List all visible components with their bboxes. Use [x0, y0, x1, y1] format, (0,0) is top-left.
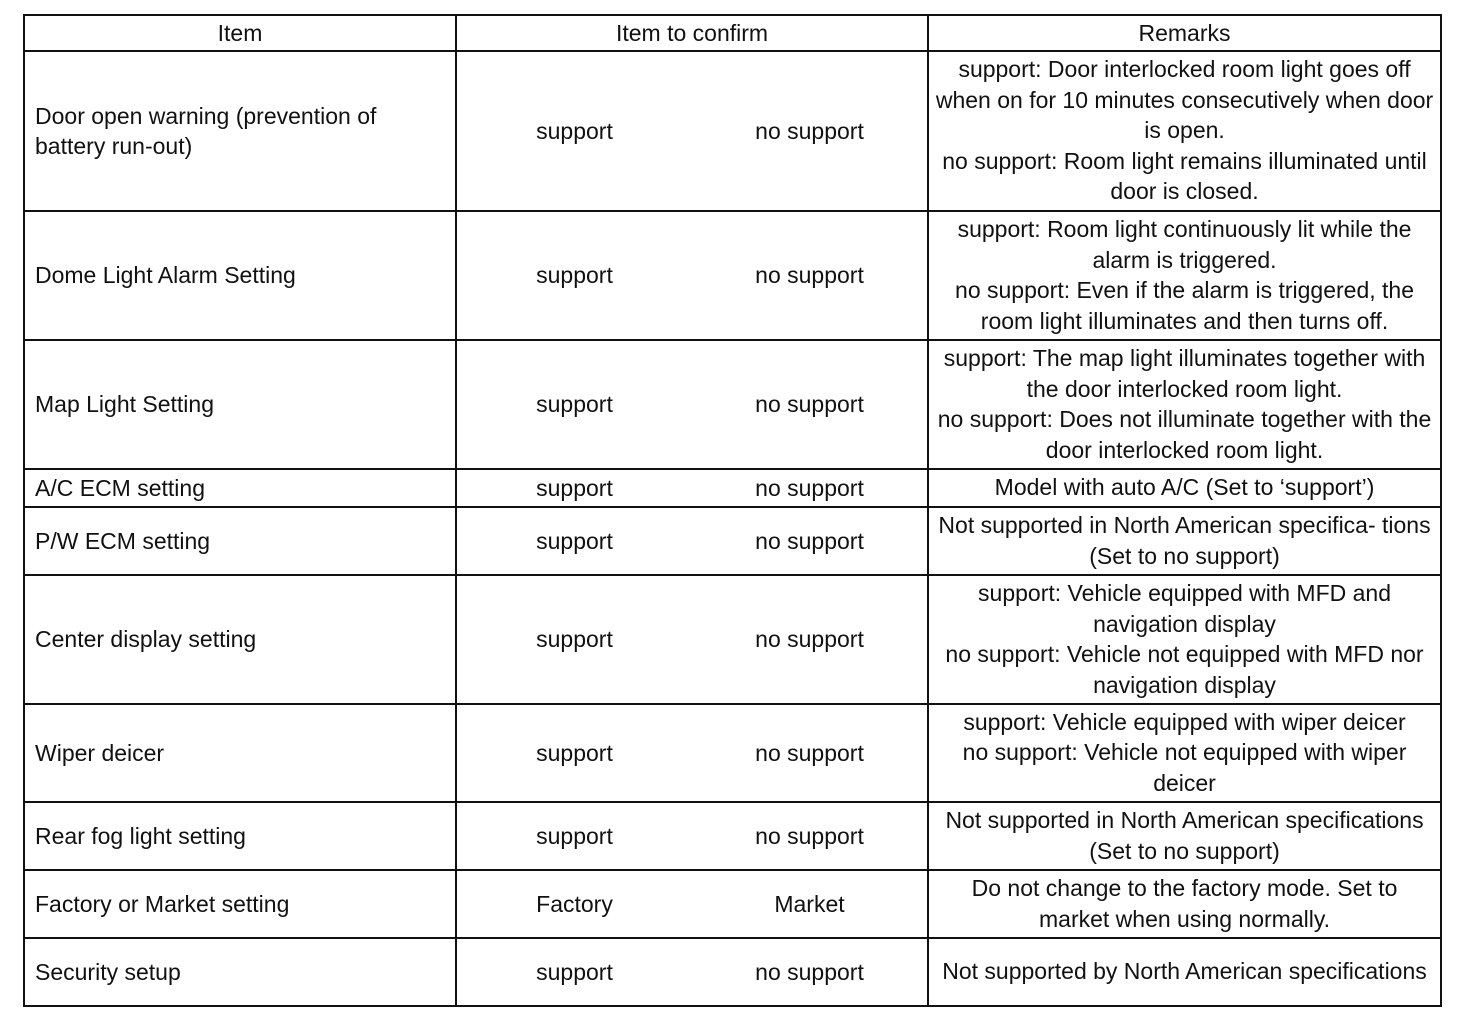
remark-line: no support: Vehicle not equipped with wiper deicer	[962, 739, 1407, 796]
remarks-cell	[928, 938, 1441, 1006]
option-a-cell: support	[456, 507, 692, 575]
option-b-cell: no support	[692, 51, 928, 211]
option-b-cell: no support	[692, 507, 928, 575]
option-b-cell: no support	[692, 469, 928, 507]
table-row	[24, 507, 1441, 575]
header-row	[24, 15, 1441, 51]
item-cell: Dome Light Alarm Setting	[24, 211, 456, 340]
remarks-cell	[928, 802, 1441, 870]
option-a-cell: support	[456, 575, 692, 704]
remarks-cell	[928, 575, 1441, 704]
remarks-cell	[928, 51, 1441, 211]
item-cell: Door open warning (prevention of battery run-out)	[24, 51, 456, 211]
remark-line: support: Door interlocked room light goes off when on for 10 minutes consecutively when door is open.	[935, 56, 1434, 144]
table-body	[24, 51, 1441, 1006]
item-cell: A/C ECM setting	[24, 469, 456, 507]
remark-line: Model with auto A/C (Set to ‘support’)	[994, 474, 1375, 501]
option-b-cell: no support	[692, 340, 928, 469]
remark-line: Not supported by North American specifications	[942, 958, 1427, 985]
option-a-cell: support	[456, 802, 692, 870]
remark-line: support: Vehicle equipped with wiper deicer	[963, 708, 1406, 735]
header-item-to-confirm: Item to confirm	[456, 15, 928, 51]
table-row	[24, 870, 1441, 938]
option-a-cell: Factory	[456, 870, 692, 938]
remark-line: support: The map light illuminates together with the door interlocked room light.	[943, 345, 1426, 402]
table-row	[24, 938, 1441, 1006]
table-row	[24, 802, 1441, 870]
item-cell: Rear fog light setting	[24, 802, 456, 870]
settings-table	[23, 14, 1442, 1007]
remarks-cell	[928, 704, 1441, 802]
option-a-cell: support	[456, 340, 692, 469]
option-b-cell: Market	[692, 870, 928, 938]
remarks-cell	[928, 211, 1441, 340]
remarks-cell	[928, 340, 1441, 469]
option-a-cell: support	[456, 51, 692, 211]
table-row	[24, 340, 1441, 469]
item-cell: Wiper deicer	[24, 704, 456, 802]
table-row	[24, 51, 1441, 211]
item-cell: Map Light Setting	[24, 340, 456, 469]
remarks-cell	[928, 870, 1441, 938]
option-a-cell: support	[456, 211, 692, 340]
option-a-cell: support	[456, 938, 692, 1006]
header-remarks: Remarks	[928, 15, 1441, 51]
table-row	[24, 211, 1441, 340]
remarks-cell	[928, 469, 1441, 507]
remark-line: Do not change to the factory mode. Set to market when using normally.	[971, 875, 1398, 932]
remark-line: support: Room light continuously lit while the alarm is triggered.	[957, 216, 1412, 273]
remark-line: no support: Vehicle not equipped with MFD nor navigation display	[945, 641, 1424, 698]
item-cell: Center display setting	[24, 575, 456, 704]
option-a-cell: support	[456, 704, 692, 802]
table-row	[24, 575, 1441, 704]
item-cell: Security setup	[24, 938, 456, 1006]
option-a-cell: support	[456, 469, 692, 507]
item-cell: P/W ECM setting	[24, 507, 456, 575]
remark-line: Not supported in North American specifica- tions (Set to no support)	[938, 512, 1431, 569]
option-b-cell: no support	[692, 802, 928, 870]
item-cell: Factory or Market setting	[24, 870, 456, 938]
remark-line: support: Vehicle equipped with MFD and navigation display	[978, 580, 1391, 637]
remark-line: no support: Does not illuminate together with the door interlocked room light.	[937, 406, 1432, 463]
header-item: Item	[24, 15, 456, 51]
option-b-cell: no support	[692, 938, 928, 1006]
remarks-cell	[928, 507, 1441, 575]
option-b-cell: no support	[692, 575, 928, 704]
remark-line: Not supported in North American specifications (Set to no support)	[945, 807, 1424, 864]
table-row	[24, 469, 1441, 507]
remark-line: no support: Room light remains illuminated until door is closed.	[942, 147, 1427, 205]
remark-line: no support: Even if the alarm is triggered, the room light illuminates and then turns off.	[955, 277, 1414, 334]
table-row	[24, 704, 1441, 802]
option-b-cell: no support	[692, 211, 928, 340]
option-b-cell: no support	[692, 704, 928, 802]
